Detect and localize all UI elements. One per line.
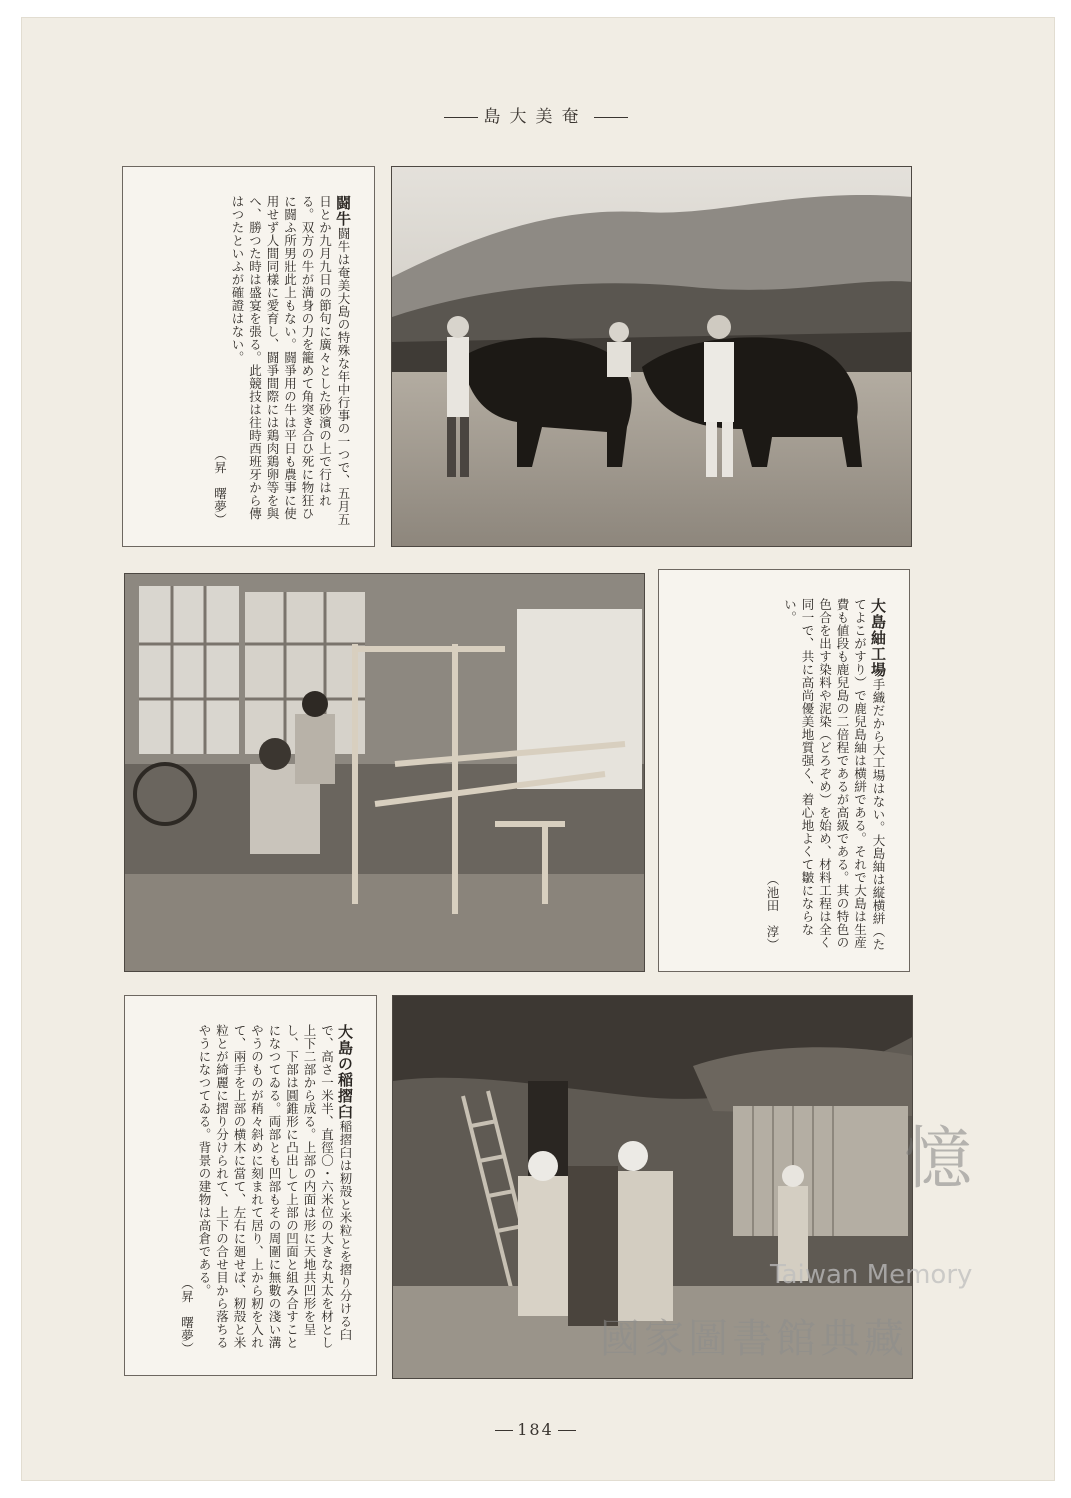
page-number: 184 (517, 1420, 554, 1439)
header-title: 島大美奄 (483, 107, 588, 127)
mortar-author: （昇 曙夢） (179, 1277, 195, 1355)
bullfight-title: 闘牛 (334, 195, 352, 227)
bullfight-caption (211, 195, 352, 526)
weaving-illustration (125, 574, 645, 972)
weaving-body: 手織だから大工場はない。大島紬は縦横絣（たてよこがすり）で鹿兒島紬は横絣である。それで大島は生産費も値段も鹿兒島の二倍程であるが高級である。其の特色の色合を出す染料や泥染（どろぞめ）を始め、材料工程は全く同一で、共に高尚優美地質强く、着心地よくて皺にならない。 (782, 598, 886, 951)
mortar-title: 大島の稲摺臼 (336, 1024, 354, 1120)
bullfight-body: 闘牛は奄美大島の特殊な年中行事の一つで、五月五日とか九月九日の節句に廣々とした砂濱の上で行はれる。双方の牛が満身の力を籠めて角突き合ひ死に物狂ひに闘ふ所男壯此上もない。闘爭用の牛は平日も農事に使用せず人間同樣に愛育し、闘爭間際には鶏肉鶏卵等を與へ、勝つた時は盛宴を張る。此競技は往時西班牙から傳はつたといふが確證はない。 (230, 195, 351, 526)
weaving-title: 大島紬工場 (869, 598, 887, 678)
page-header (0, 102, 1071, 127)
bullfight-author: （昇 曙夢） (212, 448, 228, 526)
weaving-caption-box (658, 569, 910, 972)
mortar-photo (392, 995, 913, 1379)
header-rule-left (444, 117, 478, 118)
header-rule-right (594, 117, 628, 118)
weaving-author: （池田 淳） (765, 873, 780, 951)
bullfight-caption-box (122, 166, 375, 547)
weaving-photo (124, 573, 645, 972)
mortar-body: 稲摺臼は籾殻と米粒とを摺り分ける臼で、高さ一米半、直徑〇・六米位の大きな丸太を材とし上下二部から成る。上部の内面は形に天地共凹形を呈し、下部は圓錐形に凸出して上部の凹面と組み合すことになつてゐる。両部とも凹部もその周圍に無數の淺い溝やうのものが稍々斜めに刻まれて居り、上から籾を入れて、兩手を上部の横木に當て、左右に廻せば、籾殻と米粒とが綺麗に摺り分けられて、上下の合せ目から落ちるやうになつてゐる。背景の建物は高倉である。 (197, 1024, 353, 1349)
footer-rule-left (495, 1430, 513, 1431)
watermark-large-character: 憶 (903, 1120, 980, 1199)
bullfight-photo (391, 166, 912, 547)
bullfight-illustration (392, 167, 912, 547)
watermark-chinese: 國家圖書館典藏 (600, 1316, 908, 1362)
mortar-illustration (393, 996, 913, 1379)
page-footer (0, 1420, 1071, 1439)
watermark-english: Taiwan Memory (770, 1260, 973, 1290)
weaving-caption (764, 598, 888, 951)
mortar-caption-box (124, 995, 377, 1376)
mortar-caption (178, 1024, 354, 1355)
footer-rule-right (558, 1430, 576, 1431)
